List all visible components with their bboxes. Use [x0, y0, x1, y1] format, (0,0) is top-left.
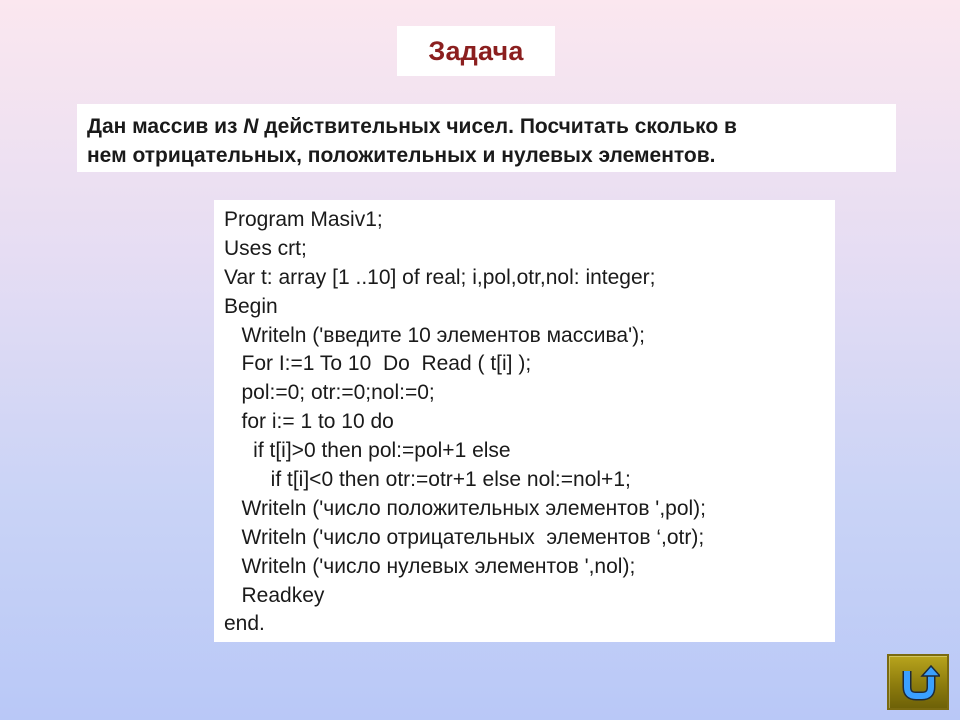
task-line-1-start: Дан массив из: [87, 115, 244, 138]
code-line: Begin: [224, 294, 278, 318]
code-line: Writeln ('введите 10 элементов массива');: [224, 323, 645, 347]
code-line: Program Masiv1;: [224, 208, 383, 231]
task-line-2: нем отрицательных, положительных и нулевых элементов.: [87, 144, 716, 167]
slide-title: Задача: [428, 35, 524, 66]
code-line: Var t: array [1 ..10] of real; i,pol,otr,nol: integer;: [224, 265, 656, 289]
task-line-1-end: действительных чисел. Посчитать сколько в: [258, 115, 737, 138]
code-line: for i:= 1 to 10 do: [224, 410, 394, 434]
code-line: if t[i]<0 then otr:=otr+1 else nol:=nol+1;: [224, 468, 631, 492]
code-line: Writeln ('число положительных элементов ',pol);: [224, 496, 707, 520]
code-line: Writeln ('число отрицательных элементов ‘,otr);: [224, 525, 705, 549]
return-arrow-icon: [896, 662, 940, 702]
code-listing: [214, 200, 835, 642]
task-variable-n: N: [243, 115, 259, 138]
code-line: Uses crt;: [224, 236, 307, 260]
code-line: pol:=0; otr:=0;nol:=0;: [224, 381, 435, 405]
code-line: Writeln ('число нулевых элементов ',nol);: [224, 554, 636, 578]
task-description: [77, 104, 896, 172]
code-line: Readkey: [224, 583, 325, 607]
return-button[interactable]: [887, 654, 949, 710]
code-line: For I:=1 To 10 Do Read ( t[i] );: [224, 352, 532, 376]
task-line-1: [87, 112, 886, 141]
slide-title-box: [397, 26, 555, 76]
code-line: if t[i]>0 then pol:=pol+1 else: [224, 439, 511, 463]
code-line: end.: [224, 612, 265, 636]
